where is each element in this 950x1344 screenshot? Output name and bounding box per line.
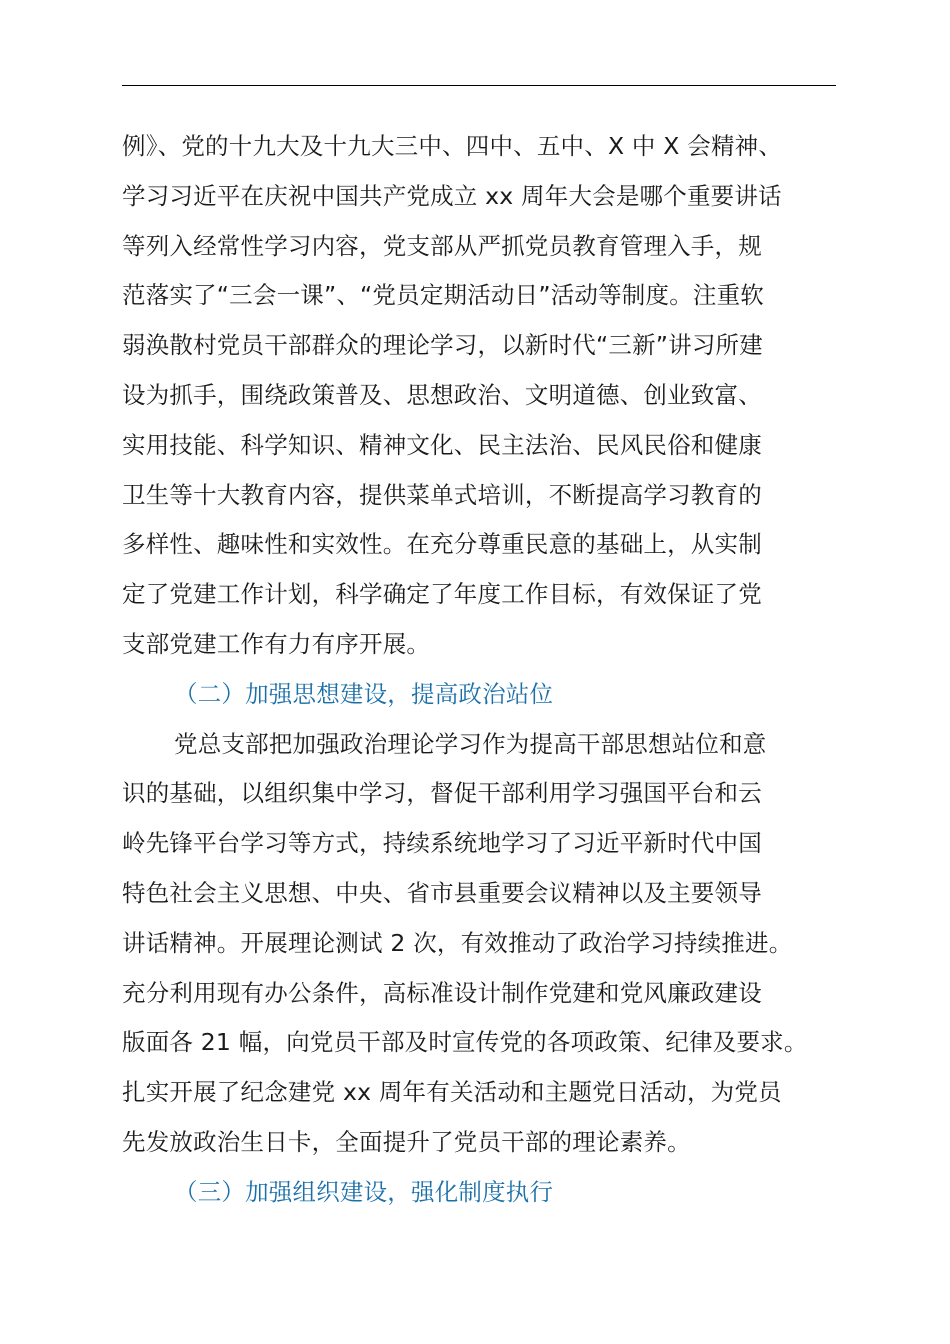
text-line: 等列入经常性学习内容，党支部从严抓党员教育管理入手，规 — [122, 231, 762, 260]
text-line: 版面各 21 幅，向党员干部及时宣传党的各项政策、纪律及要求。 — [122, 1028, 808, 1057]
text-line: 党总支部把加强政治理论学习作为提高干部思想站位和意 — [174, 729, 767, 758]
text-line: 卫生等十大教育内容，提供菜单式培训，不断提高学习教育的 — [122, 480, 762, 509]
paragraph-section-one — [122, 122, 836, 670]
text-line: 支部党建工作有力有序开展。 — [122, 629, 431, 658]
text-line: 先发放政治生日卡，全面提升了党员干部的理论素养。 — [122, 1127, 691, 1156]
text-line: 岭先锋平台学习等方式，持续系统地学习了习近平新时代中国 — [122, 829, 762, 858]
text-line: 实用技能、科学知识、精神文化、民主法治、民风民俗和健康 — [122, 430, 762, 459]
text-line: 例》、党的十九大及十九大三中、四中、五中、X 中 X 会精神、 — [122, 132, 783, 160]
document-body — [122, 122, 836, 1218]
text-line: 多样性、趣味性和实效性。在充分尊重民意的基础上，从实制 — [122, 530, 762, 559]
text-line: 定了党建工作计划，科学确定了年度工作目标，有效保证了党 — [122, 580, 762, 609]
text-line: 扎实开展了纪念建党 xx 周年有关活动和主题党日活动，为党员 — [122, 1078, 782, 1107]
text-line: 识的基础，以组织集中学习，督促干部利用学习强国平台和云 — [122, 779, 762, 808]
text-line: 特色社会主义思想、中央、省市县重要会议精神以及主要领导 — [122, 878, 762, 907]
text-line: 范落实了“三会一课”、“党员定期活动日”活动等制度。注重软 — [122, 281, 764, 310]
section-heading-two: （二）加强思想建设，提高政治站位 — [174, 679, 554, 708]
header-rule — [122, 85, 836, 86]
text-line: 弱涣散村党员干部群众的理论学习，以新时代“三新”讲习所建 — [122, 331, 763, 360]
text-line: 学习习近平在庆祝中国共产党成立 xx 周年大会是哪个重要讲话 — [122, 181, 782, 210]
text-line: 设为抓手，围绕政策普及、思想政治、文明道德、创业致富、 — [122, 380, 762, 409]
text-line: 讲话精神。开展理论测试 2 次，有效推动了政治学习持续推进。 — [122, 928, 793, 957]
section-heading-three: （三）加强组织建设，强化制度执行 — [174, 1177, 554, 1206]
paragraph-section-two — [122, 720, 836, 1168]
text-line: 充分利用现有办公条件，高标准设计制作党建和党风廉政建设 — [122, 978, 762, 1007]
